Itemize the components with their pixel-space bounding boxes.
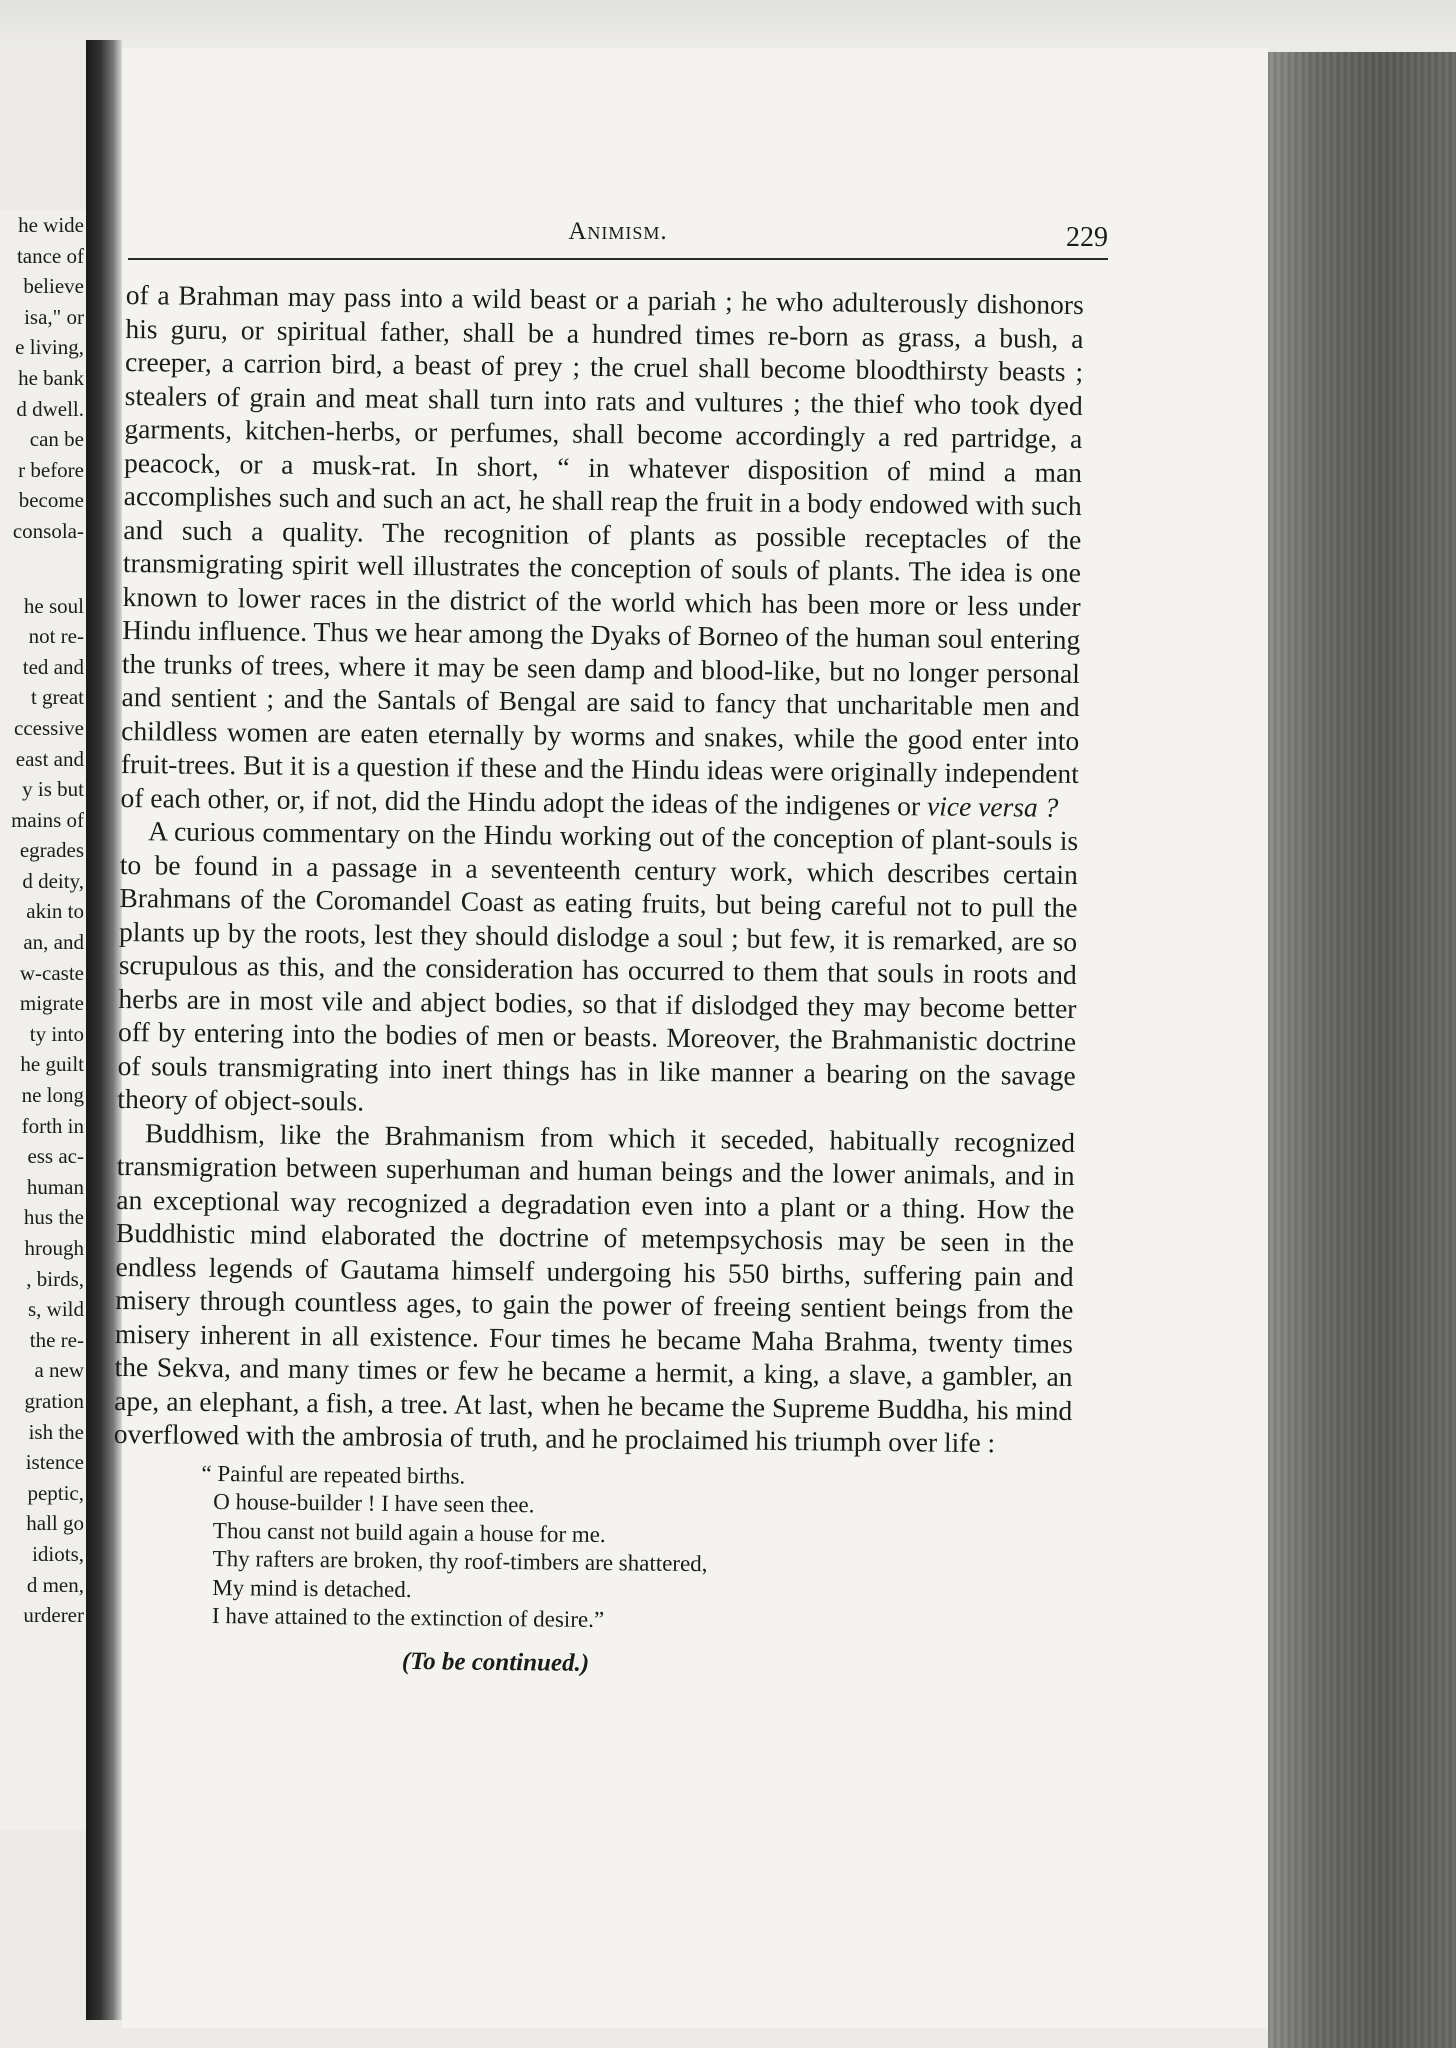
left-page-line — [0, 547, 86, 591]
running-head: Animism. — [568, 218, 668, 245]
left-page-line: r before — [18, 457, 84, 482]
left-page-line: w-caste — [19, 960, 84, 985]
left-page-line: he soul — [23, 593, 84, 618]
paragraph-1 — [120, 278, 1084, 824]
left-page-line: d men, — [26, 1572, 84, 1597]
left-page-line: d deity, — [22, 868, 84, 893]
left-page-fragment — [0, 210, 86, 1830]
left-page-line: idiots, — [32, 1541, 84, 1566]
paragraph-2: A curious commentary on the Hindu working out of the conception of plant-souls is to be found in a passage in a seventeenth century work, which describes certain Brahmans of the Coromandel Coast as eating fruits, but being careful not to pull the plants up by the roots, lest they should dislodge a soul ; but few, it is remarked, are so scrupulous as this, and the consideration has occurred to them that souls in roots and herbs are in most vile and abject bodies, so that if dislodged they may become better off by entering into the bodies of men or beasts. Moreover, the Brahmanistic doctrine of souls transmigrating into inert things has in like manner a bearing on the savage theory of object-souls. — [117, 815, 1079, 1117]
left-page-line: hus the — [23, 1205, 84, 1230]
verse-line: O house-builder ! I have seen thee. — [213, 1488, 535, 1518]
left-page-line: e living, — [15, 335, 84, 360]
body-text — [111, 278, 1084, 1685]
left-page-line: akin to — [26, 899, 84, 924]
left-page-line: hall go — [26, 1511, 84, 1536]
paragraph-1-text: of a Brahman may pass into a wild beast or a pariah ; he who adulterously dishonors his guru, or spiritual father, shall be a hundred times re-born as grass, a bush, a creeper, a carrion bird, a beast of prey ; the cruel shall become bloodthirsty beasts ; stealers of grain and meat shall turn into rats and vultures ; the thief who took dyed garments, kitchen-herbs, or perfumes, shall become accordingly a red partridge, a peacock, or a musk-rat. In short, “ in whatever disposition of mind a man accomplishes such and such an act, he shall reap the fruit in a body endowed with such and such a quality. The recognition of plants as possible receptacles of the transmigrating spirit well illustrates the conception of souls of plants. The idea is one known to lower races in the district of the world which has been more or less under Hindu influence. Thus we hear among the Dyaks of Borneo of the human soul entering the trunks of trees, where it may be seen damp and blood-like, but no longer personal and sentient ; and the Santals of Bengal are said to fancy that uncharitable men and childless women are eaten eternally by worms and snakes, while the good enter into fruit-trees. But it is a question if these and the Hindu ideas were originally independent of each other, or, if not, did the Hindu adopt the ideas of the indigenes or — [120, 278, 1084, 821]
left-page-line: ccessive — [14, 715, 84, 740]
left-page-line: , birds, — [26, 1266, 84, 1291]
left-page-line: he wide — [18, 213, 84, 237]
left-page-line: not re- — [28, 624, 84, 649]
left-page-line: ess ac- — [27, 1144, 84, 1169]
left-page-line: an, and — [23, 930, 84, 955]
left-page-line: gration — [24, 1388, 84, 1413]
paragraph-3: Buddhism, like the Brahmanism from which it seceded, habitually recognized transmigration between superhuman and human beings and the lower animals, and in an exceptional way recognized a degradation even into a plant or a thing. How the Buddhistic mind elaborated the doctrine of metempsychosis may be seen in the endless legends of Gautama himself undergoing his 550 births, suffering pain and misery through countless ages, to gain the power of freeing sentient beings from the misery inherent in all existence. Four times he became Maha Brahma, twenty times the Sekva, and many times or few he became a hermit, a king, a slave, a gambler, an ape, an elephant, a fish, a tree. At last, when he became the Supreme Buddha, his mind overflowed with the ambrosia of truth, and he proclaimed his triumph over life : — [113, 1116, 1076, 1459]
left-page-line: ted and — [22, 654, 84, 679]
left-page-line: he bank — [18, 365, 84, 390]
left-page-line: egrades — [19, 838, 84, 863]
left-page-line: ne long — [21, 1083, 84, 1108]
verse-line: I have attained to the extinction of desire.” — [211, 1602, 605, 1633]
left-page-line: ish the — [28, 1419, 84, 1444]
verse-line: Thou canst not build again a house for me. — [212, 1517, 606, 1547]
left-page-line: urderer — [23, 1603, 84, 1628]
top-margin — [0, 0, 1456, 48]
left-page-line: d dwell. — [16, 396, 84, 421]
left-page-line: ty into — [29, 1021, 84, 1046]
left-page-line: the re- — [29, 1327, 84, 1352]
page-fore-edge — [1268, 52, 1456, 2048]
left-page-line: hrough — [24, 1236, 84, 1260]
left-page-line: become — [18, 488, 84, 513]
left-page-line: human — [26, 1174, 84, 1199]
left-page-line: east and — [15, 746, 84, 771]
left-page-line: migrate — [19, 991, 84, 1016]
left-page-line: isa," or — [24, 304, 84, 329]
page-number: 229 — [1066, 222, 1108, 253]
continued-note: (To be continued.) — [401, 1647, 590, 1677]
left-page-line: he guilt — [20, 1052, 84, 1077]
book-gutter — [86, 40, 122, 2020]
left-page-line: believe — [23, 274, 84, 299]
header-rule — [128, 258, 1108, 260]
left-page-line: consola- — [12, 518, 84, 543]
left-page-line: mains of — [11, 807, 84, 832]
left-page-line: peptic, — [27, 1480, 84, 1505]
left-page-line: forth in — [21, 1113, 84, 1138]
left-page-line: s, wild — [27, 1297, 84, 1322]
left-page-line: tance of — [16, 243, 84, 268]
left-page-line: istence — [25, 1450, 84, 1475]
verse-line: Thy rafters are broken, thy roof-timbers are shattered, — [212, 1545, 708, 1577]
left-page-line: can be — [29, 427, 84, 452]
left-page-line: y is but — [22, 777, 84, 802]
verse-line: “ Painful are repeated births. — [201, 1460, 466, 1489]
verse-line: My mind is detached. — [212, 1574, 412, 1602]
left-page-line: t great — [30, 685, 84, 710]
verse-quotation — [200, 1459, 1072, 1639]
left-page-line: a new — [34, 1358, 84, 1383]
paragraph-1-italic: vice versa ? — [926, 789, 1059, 823]
